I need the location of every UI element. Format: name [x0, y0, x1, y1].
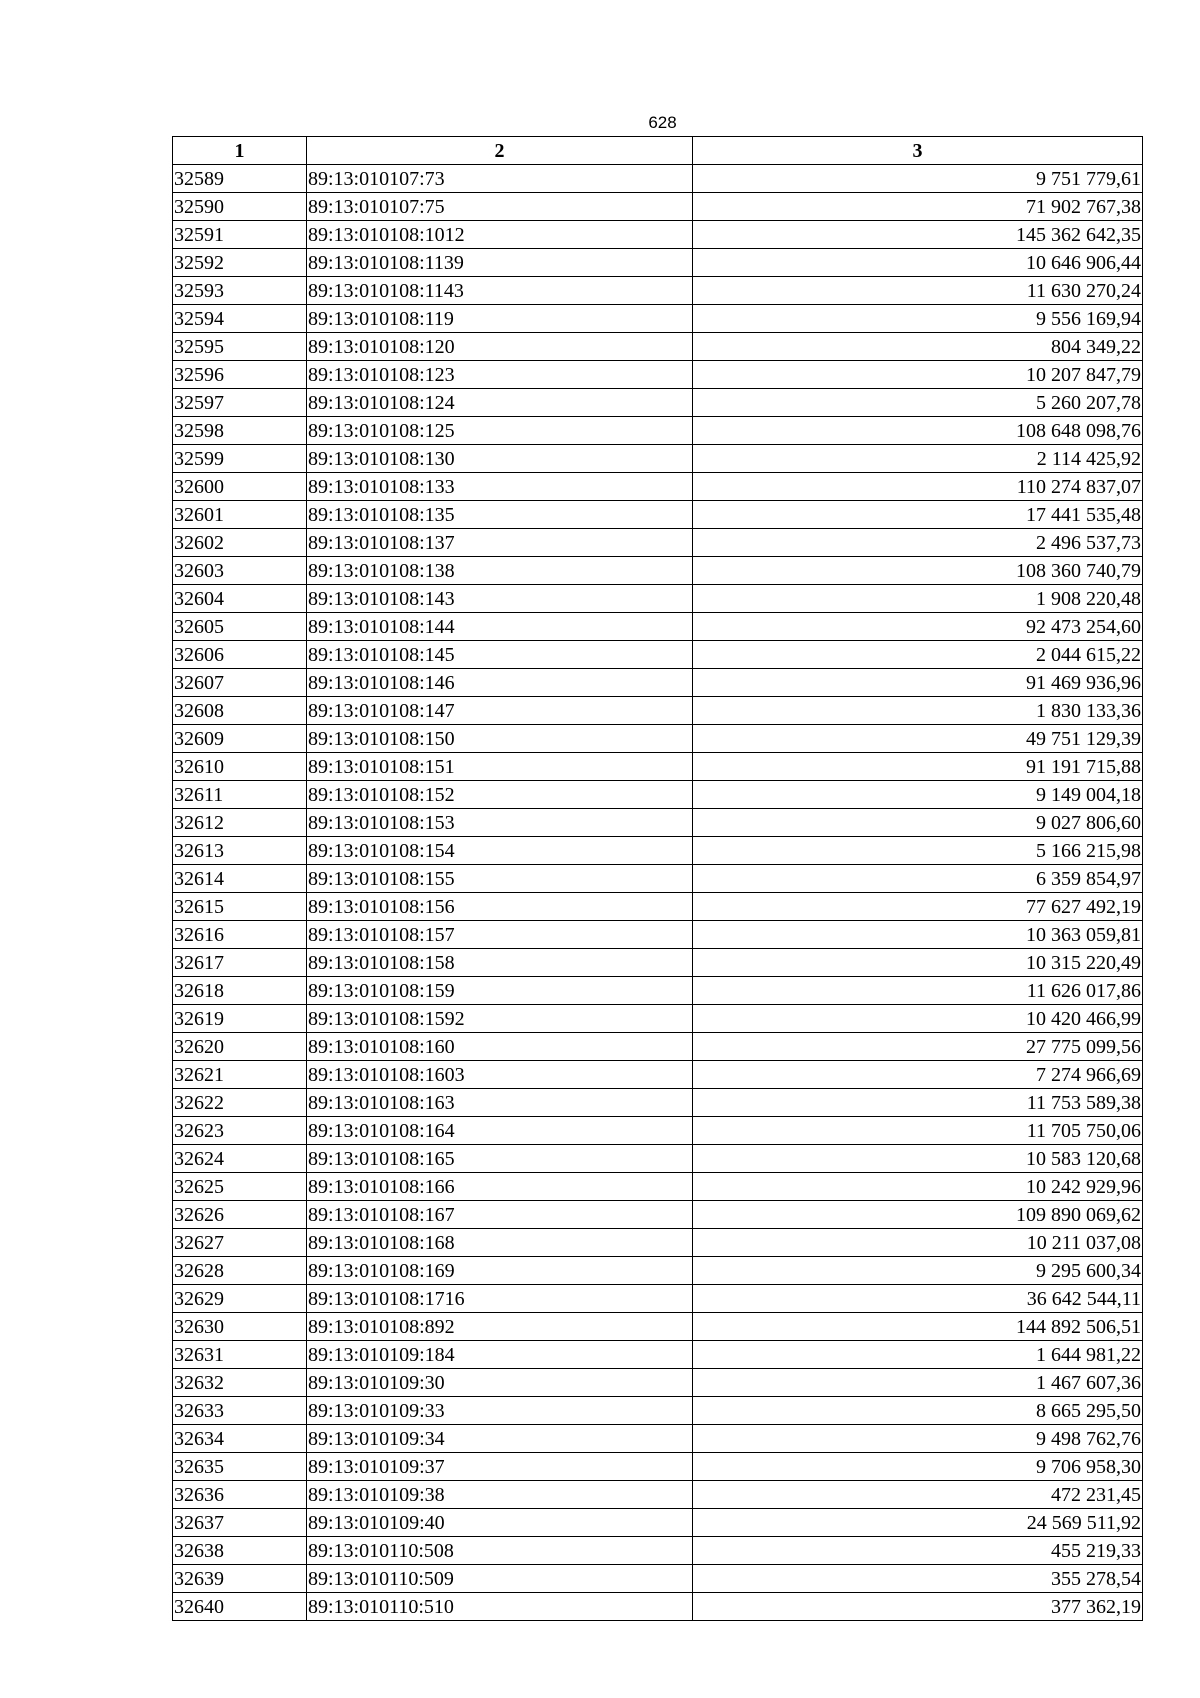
- row-number-cell: 32632: [173, 1369, 307, 1397]
- table-row: [173, 1397, 1143, 1425]
- cadastral-number-cell: 89:13:010109:184: [307, 1341, 693, 1369]
- cadastral-number-cell: 89:13:010108:135: [307, 501, 693, 529]
- table-row: [173, 1285, 1143, 1313]
- row-number-cell: 32639: [173, 1565, 307, 1593]
- cadastral-number-cell: 89:13:010108:159: [307, 977, 693, 1005]
- value-cell: 11 753 589,38: [693, 1089, 1143, 1117]
- cadastral-number-cell: 89:13:010110:509: [307, 1565, 693, 1593]
- cadastral-number-cell: 89:13:010108:166: [307, 1173, 693, 1201]
- cadastral-number-cell: 89:13:010108:155: [307, 865, 693, 893]
- cadastral-number-cell: 89:13:010109:38: [307, 1481, 693, 1509]
- table-row: [173, 613, 1143, 641]
- row-number-cell: 32615: [173, 893, 307, 921]
- row-number-cell: 32619: [173, 1005, 307, 1033]
- value-cell: 11 705 750,06: [693, 1117, 1143, 1145]
- table-row: [173, 1173, 1143, 1201]
- table-row: [173, 193, 1143, 221]
- cadastral-number-cell: 89:13:010107:73: [307, 165, 693, 193]
- value-cell: 6 359 854,97: [693, 865, 1143, 893]
- cadastral-number-cell: 89:13:010108:147: [307, 697, 693, 725]
- table-row: [173, 417, 1143, 445]
- row-number-cell: 32624: [173, 1145, 307, 1173]
- row-number-cell: 32630: [173, 1313, 307, 1341]
- table-row: [173, 1369, 1143, 1397]
- cadastral-number-cell: 89:13:010108:165: [307, 1145, 693, 1173]
- row-number-cell: 32620: [173, 1033, 307, 1061]
- row-number-cell: 32626: [173, 1201, 307, 1229]
- cadastral-number-cell: 89:13:010108:1603: [307, 1061, 693, 1089]
- table-row: [173, 1229, 1143, 1257]
- value-cell: 8 665 295,50: [693, 1397, 1143, 1425]
- cadastral-number-cell: 89:13:010108:1139: [307, 249, 693, 277]
- cadastral-number-cell: 89:13:010108:120: [307, 333, 693, 361]
- value-cell: 7 274 966,69: [693, 1061, 1143, 1089]
- row-number-cell: 32594: [173, 305, 307, 333]
- value-cell: 2 496 537,73: [693, 529, 1143, 557]
- value-cell: 92 473 254,60: [693, 613, 1143, 641]
- value-cell: 1 830 133,36: [693, 697, 1143, 725]
- value-cell: 145 362 642,35: [693, 221, 1143, 249]
- value-cell: 1 908 220,48: [693, 585, 1143, 613]
- row-number-cell: 32637: [173, 1509, 307, 1537]
- table-row: [173, 893, 1143, 921]
- table-row: [173, 809, 1143, 837]
- value-cell: 9 027 806,60: [693, 809, 1143, 837]
- row-number-cell: 32625: [173, 1173, 307, 1201]
- row-number-cell: 32602: [173, 529, 307, 557]
- value-cell: 10 583 120,68: [693, 1145, 1143, 1173]
- row-number-cell: 32633: [173, 1397, 307, 1425]
- row-number-cell: 32609: [173, 725, 307, 753]
- table-row: [173, 921, 1143, 949]
- value-cell: 49 751 129,39: [693, 725, 1143, 753]
- cadastral-number-cell: 89:13:010108:154: [307, 837, 693, 865]
- value-cell: 9 751 779,61: [693, 165, 1143, 193]
- value-cell: 144 892 506,51: [693, 1313, 1143, 1341]
- row-number-cell: 32628: [173, 1257, 307, 1285]
- value-cell: 10 242 929,96: [693, 1173, 1143, 1201]
- row-number-cell: 32616: [173, 921, 307, 949]
- table-row: [173, 1257, 1143, 1285]
- table-row: [173, 305, 1143, 333]
- cadastral-number-cell: 89:13:010108:144: [307, 613, 693, 641]
- table-row: [173, 1593, 1143, 1621]
- table-row: [173, 837, 1143, 865]
- table-body: [173, 165, 1143, 1621]
- cadastral-number-cell: 89:13:010108:163: [307, 1089, 693, 1117]
- value-cell: 1 467 607,36: [693, 1369, 1143, 1397]
- row-number-cell: 32592: [173, 249, 307, 277]
- table-row: [173, 333, 1143, 361]
- row-number-cell: 32607: [173, 669, 307, 697]
- table-row: [173, 1537, 1143, 1565]
- cadastral-number-cell: 89:13:010108:158: [307, 949, 693, 977]
- value-cell: 36 642 544,11: [693, 1285, 1143, 1313]
- row-number-cell: 32631: [173, 1341, 307, 1369]
- table-row: [173, 1033, 1143, 1061]
- cadastral-number-cell: 89:13:010108:164: [307, 1117, 693, 1145]
- value-cell: 1 644 981,22: [693, 1341, 1143, 1369]
- cadastral-number-cell: 89:13:010108:119: [307, 305, 693, 333]
- table-row: [173, 641, 1143, 669]
- table-row: [173, 445, 1143, 473]
- table-row: [173, 165, 1143, 193]
- table-row: [173, 1509, 1143, 1537]
- value-cell: 472 231,45: [693, 1481, 1143, 1509]
- value-cell: 10 315 220,49: [693, 949, 1143, 977]
- value-cell: 9 706 958,30: [693, 1453, 1143, 1481]
- cadastral-number-cell: 89:13:010108:145: [307, 641, 693, 669]
- cadastral-number-cell: 89:13:010108:160: [307, 1033, 693, 1061]
- cadastral-number-cell: 89:13:010108:137: [307, 529, 693, 557]
- row-number-cell: 32595: [173, 333, 307, 361]
- row-number-cell: 32596: [173, 361, 307, 389]
- table-row: [173, 697, 1143, 725]
- cadastral-number-cell: 89:13:010108:1012: [307, 221, 693, 249]
- table-row: [173, 501, 1143, 529]
- row-number-cell: 32638: [173, 1537, 307, 1565]
- row-number-cell: 32635: [173, 1453, 307, 1481]
- table-row: [173, 781, 1143, 809]
- column-header-3: 3: [693, 137, 1143, 165]
- row-number-cell: 32604: [173, 585, 307, 613]
- value-cell: 10 646 906,44: [693, 249, 1143, 277]
- table-row: [173, 669, 1143, 697]
- row-number-cell: 32608: [173, 697, 307, 725]
- table-row: [173, 1201, 1143, 1229]
- value-cell: 5 260 207,78: [693, 389, 1143, 417]
- cadastral-number-cell: 89:13:010108:143: [307, 585, 693, 613]
- cadastral-number-cell: 89:13:010110:510: [307, 1593, 693, 1621]
- value-cell: 10 363 059,81: [693, 921, 1143, 949]
- value-cell: 11 626 017,86: [693, 977, 1143, 1005]
- cadastral-number-cell: 89:13:010108:168: [307, 1229, 693, 1257]
- value-cell: 17 441 535,48: [693, 501, 1143, 529]
- table-row: [173, 753, 1143, 781]
- cadastral-number-cell: 89:13:010108:1143: [307, 277, 693, 305]
- table-row: [173, 1145, 1143, 1173]
- row-number-cell: 32606: [173, 641, 307, 669]
- value-cell: 804 349,22: [693, 333, 1143, 361]
- table-row: [173, 361, 1143, 389]
- table-row: [173, 557, 1143, 585]
- row-number-cell: 32599: [173, 445, 307, 473]
- cadastral-number-cell: 89:13:010108:1592: [307, 1005, 693, 1033]
- value-cell: 108 360 740,79: [693, 557, 1143, 585]
- row-number-cell: 32617: [173, 949, 307, 977]
- cadastral-number-cell: 89:13:010109:33: [307, 1397, 693, 1425]
- value-cell: 377 362,19: [693, 1593, 1143, 1621]
- cadastral-number-cell: 89:13:010108:130: [307, 445, 693, 473]
- cadastral-number-cell: 89:13:010108:150: [307, 725, 693, 753]
- cadastral-number-cell: 89:13:010108:146: [307, 669, 693, 697]
- row-number-cell: 32622: [173, 1089, 307, 1117]
- value-cell: 5 166 215,98: [693, 837, 1143, 865]
- row-number-cell: 32627: [173, 1229, 307, 1257]
- column-header-2: 2: [307, 137, 693, 165]
- column-header-1: 1: [173, 137, 307, 165]
- cadastral-number-cell: 89:13:010108:123: [307, 361, 693, 389]
- value-cell: 355 278,54: [693, 1565, 1143, 1593]
- page-number: 628: [648, 113, 677, 132]
- cadastral-number-cell: 89:13:010108:138: [307, 557, 693, 585]
- cadastral-number-cell: 89:13:010108:169: [307, 1257, 693, 1285]
- value-cell: 27 775 099,56: [693, 1033, 1143, 1061]
- row-number-cell: 32593: [173, 277, 307, 305]
- cadastral-number-cell: 89:13:010110:508: [307, 1537, 693, 1565]
- row-number-cell: 32605: [173, 613, 307, 641]
- value-cell: 110 274 837,07: [693, 473, 1143, 501]
- value-cell: 77 627 492,19: [693, 893, 1143, 921]
- row-number-cell: 32634: [173, 1425, 307, 1453]
- row-number-cell: 32613: [173, 837, 307, 865]
- cadastral-number-cell: 89:13:010108:125: [307, 417, 693, 445]
- table-row: [173, 473, 1143, 501]
- table-row: [173, 949, 1143, 977]
- value-cell: 109 890 069,62: [693, 1201, 1143, 1229]
- value-cell: 455 219,33: [693, 1537, 1143, 1565]
- table-row: [173, 725, 1143, 753]
- cadastral-number-cell: 89:13:010108:152: [307, 781, 693, 809]
- value-cell: 11 630 270,24: [693, 277, 1143, 305]
- row-number-cell: 32614: [173, 865, 307, 893]
- value-cell: 2 044 615,22: [693, 641, 1143, 669]
- row-number-cell: 32629: [173, 1285, 307, 1313]
- value-cell: 10 211 037,08: [693, 1229, 1143, 1257]
- value-cell: 9 556 169,94: [693, 305, 1143, 333]
- row-number-cell: 32600: [173, 473, 307, 501]
- table-row: [173, 1005, 1143, 1033]
- cadastral-number-cell: 89:13:010109:34: [307, 1425, 693, 1453]
- row-number-cell: 32591: [173, 221, 307, 249]
- row-number-cell: 32590: [173, 193, 307, 221]
- value-cell: 10 420 466,99: [693, 1005, 1143, 1033]
- table-row: [173, 529, 1143, 557]
- row-number-cell: 32603: [173, 557, 307, 585]
- value-cell: 9 149 004,18: [693, 781, 1143, 809]
- table-row: [173, 389, 1143, 417]
- table-row: [173, 585, 1143, 613]
- table-row: [173, 221, 1143, 249]
- row-number-cell: 32636: [173, 1481, 307, 1509]
- row-number-cell: 32601: [173, 501, 307, 529]
- row-number-cell: 32612: [173, 809, 307, 837]
- table-row: [173, 1089, 1143, 1117]
- table-row: [173, 249, 1143, 277]
- row-number-cell: 32611: [173, 781, 307, 809]
- table-row: [173, 1425, 1143, 1453]
- table-row: [173, 977, 1143, 1005]
- cadastral-number-cell: 89:13:010108:151: [307, 753, 693, 781]
- table-header: [173, 137, 1143, 165]
- row-number-cell: 32640: [173, 1593, 307, 1621]
- table-row: [173, 1313, 1143, 1341]
- table-row: [173, 1117, 1143, 1145]
- value-cell: 108 648 098,76: [693, 417, 1143, 445]
- table-row: [173, 865, 1143, 893]
- table-row: [173, 1341, 1143, 1369]
- table-row: [173, 1061, 1143, 1089]
- value-cell: 24 569 511,92: [693, 1509, 1143, 1537]
- row-number-cell: 32589: [173, 165, 307, 193]
- value-cell: 2 114 425,92: [693, 445, 1143, 473]
- table-row: [173, 1565, 1143, 1593]
- header-row: [173, 137, 1143, 165]
- cadastral-number-cell: 89:13:010108:157: [307, 921, 693, 949]
- cadastral-number-cell: 89:13:010108:153: [307, 809, 693, 837]
- cadastral-number-cell: 89:13:010108:892: [307, 1313, 693, 1341]
- cadastral-number-cell: 89:13:010108:133: [307, 473, 693, 501]
- cadastral-number-cell: 89:13:010109:37: [307, 1453, 693, 1481]
- row-number-cell: 32621: [173, 1061, 307, 1089]
- cadastral-number-cell: 89:13:010107:75: [307, 193, 693, 221]
- value-cell: 91 469 936,96: [693, 669, 1143, 697]
- value-cell: 10 207 847,79: [693, 361, 1143, 389]
- cadastral-number-cell: 89:13:010109:30: [307, 1369, 693, 1397]
- value-cell: 71 902 767,38: [693, 193, 1143, 221]
- table-row: [173, 1453, 1143, 1481]
- cadastral-number-cell: 89:13:010108:1716: [307, 1285, 693, 1313]
- data-table: [172, 136, 1143, 1621]
- row-number-cell: 32623: [173, 1117, 307, 1145]
- cadastral-number-cell: 89:13:010108:167: [307, 1201, 693, 1229]
- row-number-cell: 32618: [173, 977, 307, 1005]
- row-number-cell: 32610: [173, 753, 307, 781]
- table-row: [173, 277, 1143, 305]
- row-number-cell: 32597: [173, 389, 307, 417]
- value-cell: 9 295 600,34: [693, 1257, 1143, 1285]
- value-cell: 9 498 762,76: [693, 1425, 1143, 1453]
- cadastral-number-cell: 89:13:010108:124: [307, 389, 693, 417]
- row-number-cell: 32598: [173, 417, 307, 445]
- value-cell: 91 191 715,88: [693, 753, 1143, 781]
- table-row: [173, 1481, 1143, 1509]
- cadastral-number-cell: 89:13:010109:40: [307, 1509, 693, 1537]
- cadastral-number-cell: 89:13:010108:156: [307, 893, 693, 921]
